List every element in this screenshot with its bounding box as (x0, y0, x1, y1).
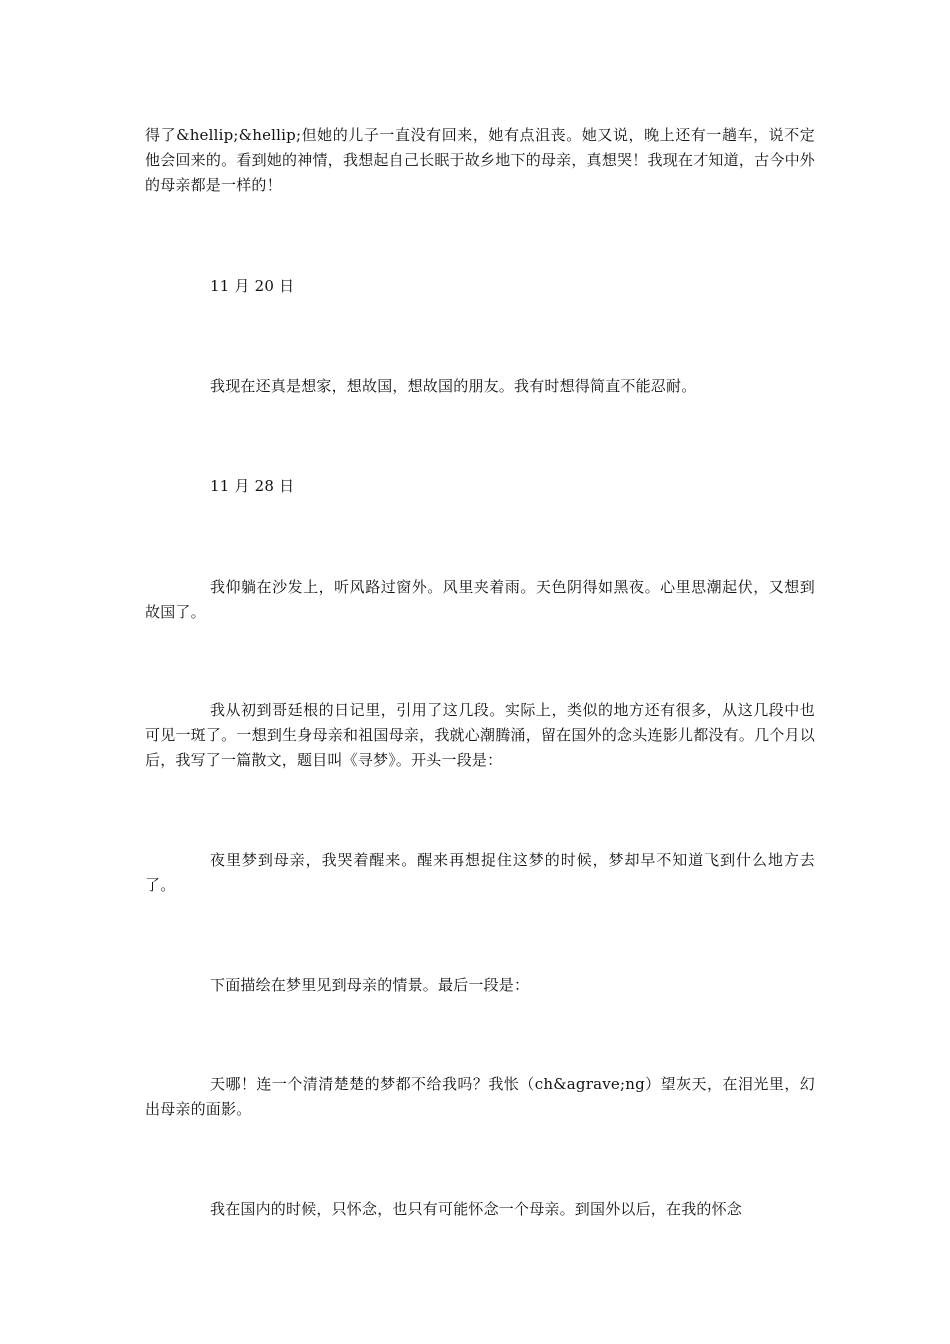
diary-date-nov-20: 11 月 20 日 (210, 277, 295, 295)
essay-opening: 夜里梦到母亲，我哭着醒来。醒来再想捉住这梦的时候，梦却早不知道飞到什么地方去了。 (145, 851, 815, 894)
paragraph-continuation: 得了&hellip;&hellip;但她的儿子一直没有回来，她有点沮丧。她又说，晚上还有一趟车，说不定他会回来的。看到她的神情，我想起自己长眠于故乡地下的母亲，真想哭！我现在才知道，古今中外的母亲都是一样的！ (145, 126, 815, 194)
paragraph-transition: 下面描绘在梦里见到母亲的情景。最后一段是： (210, 976, 530, 994)
diary-entry-homesick: 我现在还真是想家，想故国，想故国的朋友。我有时想得简直不能忍耐。 (210, 377, 697, 395)
essay-closing: 天哪！连一个清清楚楚的梦都不给我吗？我怅（ch&agrave;ng）望灰天，在泪光里，幻出母亲的面影。 (145, 1075, 815, 1118)
diary-entry-sofa: 我仰躺在沙发上，听风路过窗外。风里夹着雨。天色阴得如黑夜。心里思潮起伏，又想到故国了。 (145, 578, 815, 621)
diary-date-nov-28: 11 月 28 日 (210, 477, 295, 495)
paragraph-commentary: 我从初到哥廷根的日记里，引用了这几段。实际上，类似的地方还有很多，从这几段中也可见一斑了。一想到生身母亲和祖国母亲，我就心潮腾涌，留在国外的念头连影儿都没有。几个月以后，我写了一篇散文，题目叫《寻梦》。开头一段是： (145, 701, 815, 769)
paragraph-final: 我在国内的时候，只怀念，也只有可能怀念一个母亲。到国外以后，在我的怀念 (210, 1200, 743, 1218)
